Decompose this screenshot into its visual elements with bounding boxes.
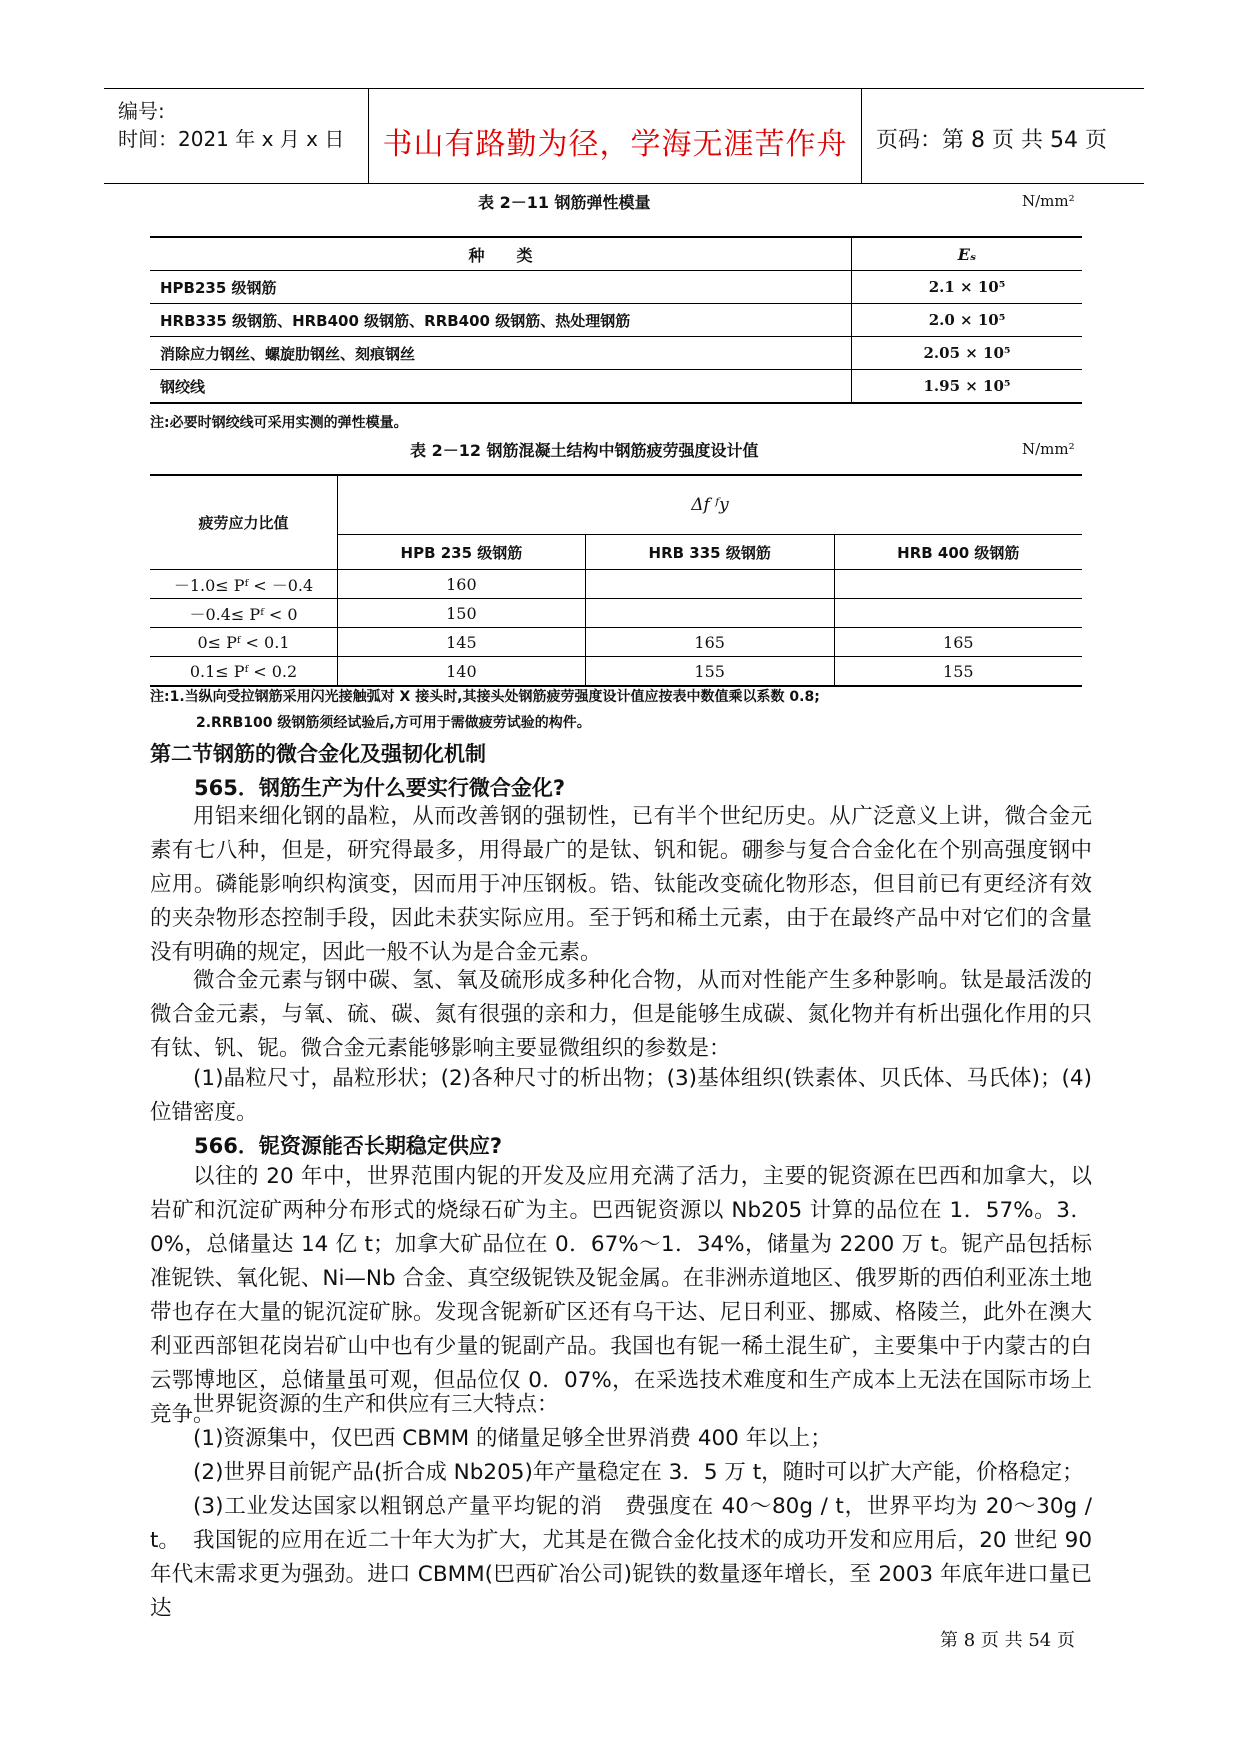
hrb400-cell: 155 bbox=[834, 657, 1082, 687]
hpb-cell: 160 bbox=[338, 570, 586, 599]
hrb400-cell bbox=[834, 570, 1082, 599]
table-header-row bbox=[150, 237, 1082, 271]
ratio-cell: 0.1≤ Pᶠ < 0.2 bbox=[150, 657, 338, 687]
table-2-11-unit: N/mm² bbox=[1022, 192, 1075, 210]
paragraph-2: 微合金元素与钢中碳、氢、氧及硫形成多种化合物，从而对性能产生多种影响。钛是最活泼的微合金元素，与氧、硫、碳、氮有很强的亲和力，但是能够生成碳、氮化物并有析出强化作用的只有钛、钒、铌。微合金元素能够影响主要显微组织的参数是： bbox=[150, 968, 1092, 1061]
ratio-cell: 0≤ Pᶠ < 0.1 bbox=[150, 628, 338, 657]
fatigue-strength-table bbox=[150, 474, 1082, 687]
col-es-header: Eₛ bbox=[852, 237, 1083, 271]
paragraph-9: 我国铌的应用在近二十年大为扩大，尤其是在微合金化技术的成功开发和应用后，20 世纪 90 年代末需求更为强劲。进口 CBMM(巴西矿冶公司)铌铁的数量逐年增长，至 2003 年底年进口量已达 bbox=[150, 1528, 1092, 1621]
header-page-cell bbox=[862, 89, 1144, 183]
paragraph-8: (3)工业发达国家以粗钢总产量平均铌的消 费强度在 40～80g / t，世界平均为 20～30g / t。 bbox=[150, 1494, 1092, 1553]
table-row bbox=[150, 628, 1082, 657]
table-header-row bbox=[150, 475, 1082, 535]
hpb-cell: 150 bbox=[338, 599, 586, 628]
modulus-value: 2.1 × 10⁵ bbox=[852, 271, 1083, 304]
hrb335-cell: 155 bbox=[585, 657, 834, 687]
table-2-12-note-1: 注:1.当纵向受拉钢筋采用闪光接触弧对 X 接头时,其接头处钢筋疲劳强度设计值应按表中数值乘以系数 0.8; bbox=[150, 689, 820, 705]
section-title: 第二节钢筋的微合金化及强韧化机制 bbox=[150, 742, 486, 766]
col-ratio-header: 疲劳应力比值 bbox=[150, 475, 338, 570]
table-row bbox=[150, 271, 1082, 304]
modulus-value: 2.0 × 10⁵ bbox=[852, 304, 1083, 337]
col-hrb400-header: HRB 400 级钢筋 bbox=[834, 535, 1082, 570]
hrb335-cell bbox=[585, 570, 834, 599]
hrb400-cell bbox=[834, 599, 1082, 628]
hrb335-cell bbox=[585, 599, 834, 628]
paragraph-4: 以往的 20 年中，世界范围内铌的开发及应用充满了活力，主要的铌资源在巴西和加拿大，以岩矿和沉淀矿两种分布形式的烧绿石矿为主。巴西铌资源以 Nb205 计算的品位在 1．57%。3．0%，总储量达 14 亿 t；加拿大矿品位在 0．67%～1．34%，储量为 2200 万 t。铌产品包括标准铌铁、氧化铌、Ni—Nb 合金、真空级铌铁及铌金属。在非洲赤道地区、俄罗斯的西伯利亚冻土地带也存在大量的铌沉淀矿脉。发现含铌新矿区还有乌干达、尼日利亚、挪威、格陵兰，此外在澳大利亚西部钽花岗岩矿山中也有少量的铌副产品。我国也有铌一稀土混生矿，主要集中于内蒙古的白云鄂博地区，总储量虽可观，但品位仅 0．07%，在采选技术难度和生产成本上无法在国际市场上竞争。 bbox=[150, 1164, 1092, 1427]
modulus-value: 1.95 × 10⁵ bbox=[852, 370, 1083, 404]
table-2-12-caption: 表 2－12 钢筋混凝土结构中钢筋疲劳强度设计值 bbox=[410, 441, 759, 460]
header-meta bbox=[104, 89, 369, 183]
table-row bbox=[150, 599, 1082, 628]
table-row bbox=[150, 304, 1082, 337]
motto: 书山有路勤为径，学海无涯苦作舟 bbox=[382, 127, 848, 162]
col-hrb335-header: HRB 335 级钢筋 bbox=[585, 535, 834, 570]
table-2-11-note: 注:必要时钢绞线可采用实测的弹性模量。 bbox=[150, 415, 408, 431]
rebar-type: HPB235 级钢筋 bbox=[150, 271, 852, 304]
paragraph-3: (1)晶粒尺寸，晶粒形状；(2)各种尺寸的析出物；(3)基体组织(铁素体、贝氏体、马氏体)；(4)位错密度。 bbox=[150, 1066, 1092, 1125]
hpb-cell: 145 bbox=[338, 628, 586, 657]
ratio-cell: －1.0≤ Pᶠ < －0.4 bbox=[150, 570, 338, 599]
header-motto-cell bbox=[369, 89, 862, 183]
question-565: 565．钢筋生产为什么要实行微合金化? bbox=[194, 776, 566, 800]
col-hpb-header: HPB 235 级钢筋 bbox=[338, 535, 586, 570]
time-label: 时间：2021 年 x 月 x 日 bbox=[118, 127, 345, 151]
table-2-11-caption: 表 2－11 钢筋弹性模量 bbox=[478, 193, 651, 212]
rebar-type: HRB335 级钢筋、HRB400 级钢筋、RRB400 级钢筋、热处理钢筋 bbox=[150, 304, 852, 337]
document-header bbox=[104, 88, 1144, 184]
table-2-12-note-2: 2.RRB100 级钢筋须经试验后,方可用于需做疲劳试验的构件。 bbox=[196, 715, 591, 731]
rebar-type: 钢绞线 bbox=[150, 370, 852, 404]
table-2-12-unit: N/mm² bbox=[1022, 440, 1075, 458]
hrb335-cell: 165 bbox=[585, 628, 834, 657]
rebar-type: 消除应力钢丝、螺旋肋钢丝、刻痕钢丝 bbox=[150, 337, 852, 370]
col-type-header: 种 类 bbox=[150, 237, 852, 271]
elastic-modulus-table bbox=[150, 236, 1082, 404]
modulus-value: 2.05 × 10⁵ bbox=[852, 337, 1083, 370]
ratio-cell: －0.4≤ Pᶠ < 0 bbox=[150, 599, 338, 628]
paragraph-1: 用铝来细化钢的晶粒，从而改善钢的强韧性，已有半个世纪历史。从广泛意义上讲，微合金元素有七八种，但是，研究得最多，用得最广的是钛、钒和铌。硼参与复合合金化在个别高强度钢中应用。磷能影响织构演变，因而用于冲压钢板。锆、钛能改变硫化物形态，但目前已有更经济有效的夹杂物形态控制手段，因此未获实际应用。至于钙和稀土元素，由于在最终产品中对它们的含量没有明确的规定，因此一般不认为是合金元素。 bbox=[150, 804, 1092, 965]
col-symbol-header: Δf ᶠy bbox=[338, 475, 1083, 535]
paragraph-5: 世界铌资源的生产和供应有三大特点： bbox=[193, 1392, 559, 1417]
paragraph-7: (2)世界目前铌产品(折合成 Nb205)年产量稳定在 3．5 万 t，随时可以扩大产能，价格稳定； bbox=[193, 1460, 1084, 1485]
hpb-cell: 140 bbox=[338, 657, 586, 687]
hrb400-cell: 165 bbox=[834, 628, 1082, 657]
page-footer: 第 8 页 共 54 页 bbox=[940, 1630, 1075, 1651]
table-row bbox=[150, 570, 1082, 599]
table-row bbox=[150, 337, 1082, 370]
question-566: 566．铌资源能否长期稳定供应? bbox=[194, 1134, 503, 1158]
number-label: 编号: bbox=[118, 99, 165, 123]
paragraph-6: (1)资源集中，仅巴西 CBMM 的储量足够全世界消费 400 年以上； bbox=[193, 1426, 832, 1451]
table-row bbox=[150, 657, 1082, 687]
table-row bbox=[150, 370, 1082, 404]
page-label: 页码：第 8 页 共 54 页 bbox=[876, 128, 1107, 153]
